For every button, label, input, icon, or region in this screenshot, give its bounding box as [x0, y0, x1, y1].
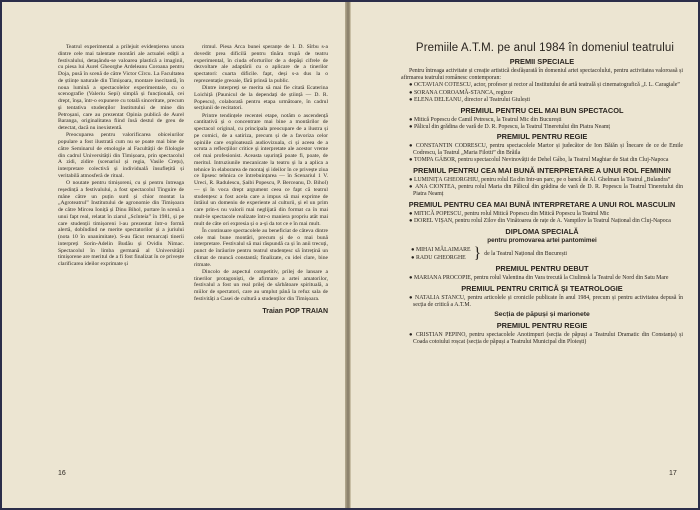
award-entry: ● NATALIA STANCU, pentru articolele și cronicile publicate în anul 1984, precum și pentru activitatea depusă în secția de critică a A.T.M. — [409, 294, 683, 308]
paragraph: Printre tendințele recentei etape, notăm o ascendență cantitativă și o concentrare mai bine a montărilor de spectacol original, cu principala preocupare de a ilustra și pe comici, de a satiriza, precum și de a favoriza celor opiniile care exploatează audiovizuala, ci și aceea de a scruta a reflecțiilor critice și interpretate ale acestor vreme cel mai profesionist. Aceasta ușurință poate fi, poate, de meritul. Intruziunile mecanicate la teatru și la a aplica a tehnice în elaborarea de montaj și ideilor în ce privește ziua ce lipsesc tehnica ce întrebuințarea — în Scenariul 1 V. Ureci, R. Radulescu, Șaibi Popescu, P. Berceanu, D. Bihol) — și în voca drept argument ceea ce fapt că teatrul studențesc a fost acela care a impus să mai exprime de întâiul un domeniu de experiente al culturii, și el un prim care prin-s nu valorii mai neglijată din format ca în mai mult-le spectacole realizate într-o maniera propriu atât mai mult de câte ori expresia și o a-și da tot ce e în mai mult. — [194, 112, 328, 227]
section-subheading: pentru promovarea artei pantomimei — [487, 236, 597, 244]
left-column-2 — [194, 44, 328, 315]
section-heading: DIPLOMA SPECIALĂ — [505, 226, 579, 236]
section-heading: PREMIUL PENTRU DEBUT — [495, 264, 589, 274]
paragraph: Dintre interpreți se merita să mai fie citată Ecaterina Loichiță (Paunicul de la dependați de știință — D. R. Popescu), colaborată pentru etapa următoare, în cadrul secțiunii de recitatori. — [194, 85, 328, 112]
section-intro: Pentru întreaga activitate și creație artistică desfășurată în domeniul artei spectacolului, pentru activitatea valoroasă și afirmarea teatrului românesc contemporan: — [401, 68, 683, 81]
award-entry: ● CONSTANTIN CODRESCU, pentru spectacolele Martor și judecător de Ion Băiăn și Înecare de ce de Emile Codrescu, la Teatrul „Maria Filotti” din Brăila — [409, 143, 683, 157]
section-heading: PREMIUL PENTRU CRITICĂ ȘI TEATROLOGIE — [461, 283, 623, 293]
left-page — [2, 2, 347, 508]
page-title: Premiile A.T.M. pe anul 1984 în domeniul teatrului — [415, 42, 675, 54]
award-entry: ● Mitică Popescu de Camil Petrescu, la Teatrul Mic din București — [409, 116, 562, 123]
paragraph: În continuare spectacolele au beneficiat de câteva dintre cele mai bune montări, precum și de o mai bună interpretare. Festivalul să mai răspundă ca și în anii trecuți, punct de înrâurire pentru teatrul studențesc să întrețină un climat de muncă constantă; finalizate, cu idei clare, bine ritmate. — [194, 227, 328, 268]
section-heading: PREMIUL PENTRU REGIE — [496, 132, 588, 142]
award-entry: ● DOREL VIȘAN, pentru rolul Zilov din Vinătoarea de rațe de A. Vampilov la Teatrul Național din Cluj-Napoca — [409, 217, 671, 224]
paragraph: Preocuparea pentru valorificarea obiceiurilor populare a fost ilustrată cum nu se poate mai bine de către Seminarul de etnologie al Facultății de filologie din cadrul Universității din Timișoara, prin spectacolul A zidi, zidire (scenariul și regia, Vasile Crețu), interpretare colectivă și individuală însuflețită și veritabilă atmosferă de ritual. — [58, 132, 184, 179]
award-entry: ● LUMINIȚA GHEORGHIU, pentru rolul Ea din Intr-un parc, pe o bancă de Al. Ghelman la Teatrul „Bulandra” — [409, 177, 671, 184]
section-heading: PREMIUL PENTRU CEL MAI BUN SPECTACOL — [460, 105, 624, 115]
paragraph: Teatrul experimental a prilejuit evidențierea unora dintre cele mai talentate montări ale actualei ediții a festivalului, detașându-se valoarea plastică a imaginii, cu piesa lui Aurel Gheorghe Ardeleanu Coroana pentru Doja, pusă în scenă de către Victor Cîrcu. La Facultatea de științe naturale din Timișoara, montare inecitantă, în noua lumină a spectacolelor experimentale, cu o scenografie (Valeriu Sepi) simplă și funcțională, cei drept, înșa, într-o expunere cu totală sinceritate, precum și tentativa studenților Institutului de mine din Petroșani, care au prezentat Opinia publică de Aurel Baranga, originalitatea fiind însă destul de greu de detectat, dacă nu inexistentă. — [58, 44, 184, 131]
section-heading: PREMIUL PENTRU CEA MAI BUNĂ INTERPRETARE A UNUI ROL FEMININ — [413, 166, 671, 176]
awards-column — [401, 42, 683, 346]
award-entry: ● CRISTIAN PEPINO, pentru spectacolele Anotimpuri (secția de păpuși a Teatrului Dramatic din Constanța) și Coada cotoiului roșcat (secția de păpuși a Teatrului Municipal din Ploiești) — [409, 332, 684, 346]
author-signature: Traian POP TRAIAN — [262, 307, 328, 315]
paragraph: O noutate pentru timișoreni, cu și pentru întreaga reședință a festivalului, a fost spectacolul Tinguire de mâne către un puțin surd și chior montat la „Agroteatrul” Institutului de agronomie din Timișoara de către Mircea Ioniță și Dinu Bihol, purtare în scenă a unui fapt real, relatat în ziarul „Scînteia” în 1981, și pe care studenții timișoreni l-au prezentat într-o formă alertă, dobîndind ne merite spectatorilor și a juriului (nota 10 în unanimitate). S-au făcut remarcați tinerii interpreți Sorin-Adelin Budău și Ovidiu Nimac. Spectacolul în limba germană al Universității timișorene are meritul de a fi fost finalizat în ce privește clarificarea ideilor exprimate și — [58, 180, 184, 267]
section-heading: PREMII SPECIALE — [509, 57, 575, 66]
right-page — [350, 2, 698, 508]
award-entry: ● OCTAVIAN COTESCU, actor, profesor și rector al Institutului de artă teatrală și cinematografică „I. L. Caragiale” — [409, 82, 680, 89]
award-entry: ● TOMPA GÁBOR, pentru spectacolul Nevinovății de Dehel Gábo, la Teatrul Maghiar de Stat din Cluj-Napoca — [409, 157, 669, 164]
paragraph: Dincolo de aspectul competitiv, prilej de lansare a tinerilor protagoniști, de afirmare a artei amatorilor, festivalul a fost un real prilej de sărbătoare spirituală, a miilor de spectatori, care au umplut până la refuz sala de festivități a Casei de cultură a studenților din Timișoara. — [194, 268, 328, 302]
award-name: ● RADU GHEORGHE — [411, 255, 466, 262]
award-name: ● MIHAI MĂLAIMARE — [411, 247, 471, 254]
award-entry: ● Pălicul din grădina de vară de D. R. Popescu, la Teatrul Tineretului din Piatra Neamț — [409, 123, 611, 130]
award-entry: ● MARIANA PROCOPIE, pentru rolul Valentina din Vara trecută la Ciulimsk la Teatrul de Nord din Satu Mare — [409, 275, 669, 282]
page-number-left: 16 — [58, 470, 66, 477]
page-number-right: 17 — [669, 470, 677, 477]
section-heading: PREMIUL PENTRU REGIE — [496, 321, 588, 331]
section-heading: PREMIUL PENTRU CEA MAI BUNĂ INTERPRETARE A UNUI ROL MASCULIN — [408, 199, 676, 209]
award-institution: de la Teatrul Național din București — [484, 250, 567, 257]
paragraph: ritmul. Piesa Arca bunei speranțe de I. D. Sîrbu s-a dovedit prea dificilă pentru tînăra trupă de teatru experimental, în ciuda eforturilor de a depăși cifrele de dezvoltare ale adaptării cu o aplicare de a tinerilor spectatori: cuarta dificile. fapt, deși s-a dus la o reprezentație greoaie, fără prinsă la public. — [194, 44, 328, 84]
section-heading: Secția de păpuși și marionete — [494, 311, 590, 319]
award-entry: ● ELENA DELEANU, director al Teatrului Giulești — [409, 96, 530, 103]
pantomime-award — [401, 246, 683, 262]
award-entry: ● MITICĂ POPESCU, pentru rolul Mitică Popescu din Mitică Popescu la Teatrul Mic — [409, 210, 610, 217]
left-column-1 — [58, 44, 184, 268]
award-entry: ● SORANA COROAMĂ-STANCA, regizor — [409, 89, 513, 96]
bracket-symbol: } — [473, 245, 482, 263]
award-entry: ● ANA CIONTEA, pentru rolul Maria din Pălicul din grădina de vară de D. R. Popescu la Teatrul Tineretului din Piatra Neamț — [409, 184, 684, 197]
